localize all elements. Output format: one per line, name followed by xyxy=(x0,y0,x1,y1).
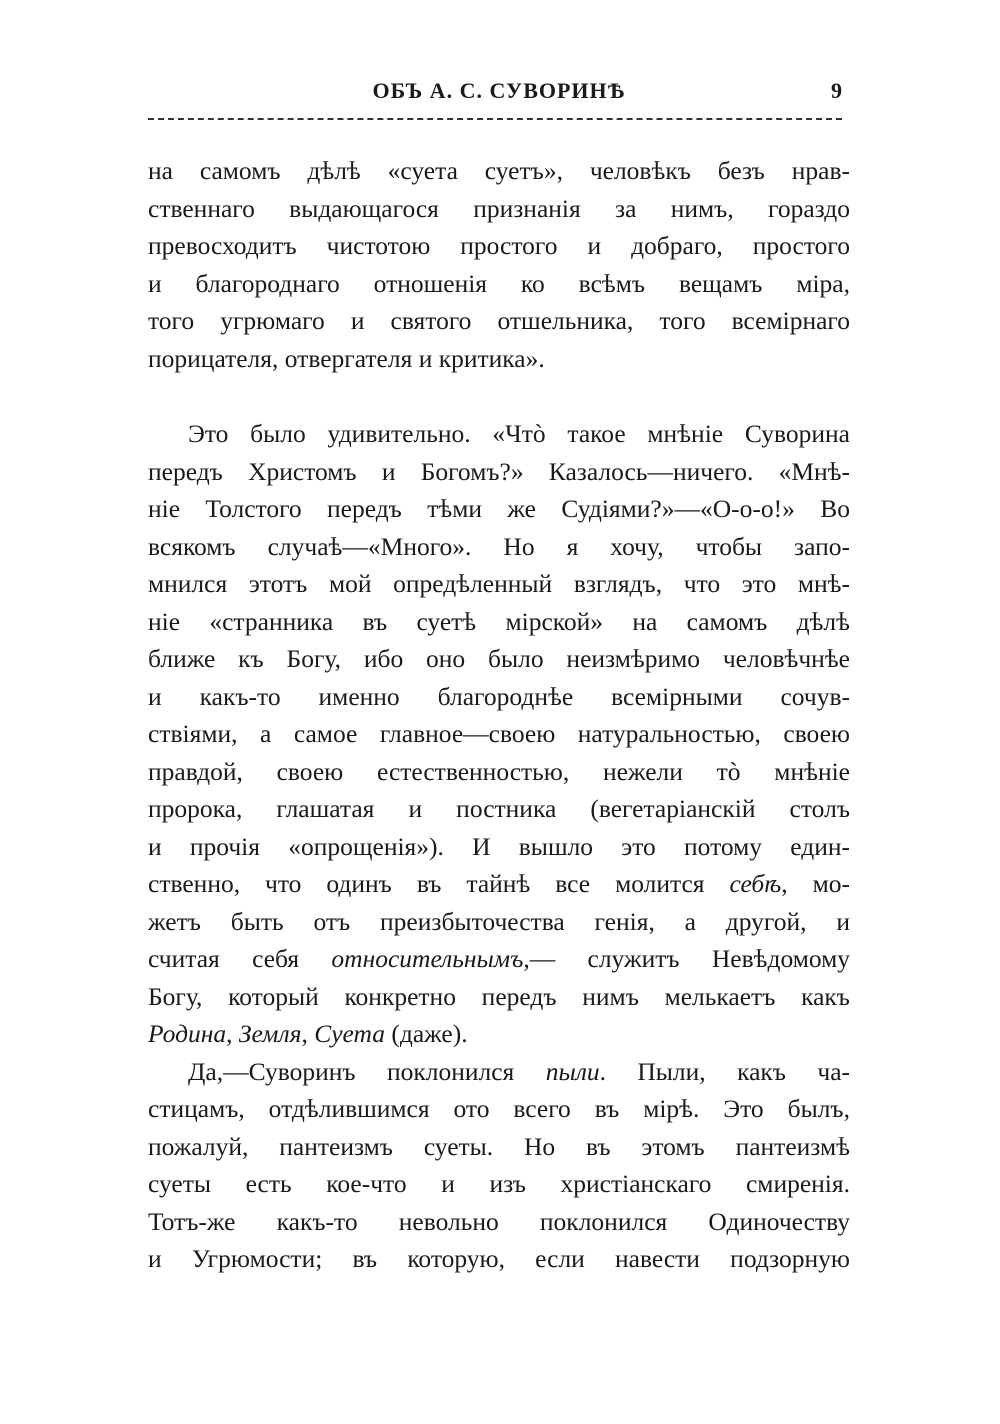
italic-run: себѣ xyxy=(729,869,782,898)
text-line: передъ Христомъ и Богомъ?» Казалось—ничего. «Мнѣ- xyxy=(148,456,850,486)
text-line: ственнаго выдающагося признанія за нимъ, гораздо xyxy=(148,193,850,223)
text-line: на самомъ дѣлѣ «суета суетъ», человѣкъ безъ нрав- xyxy=(148,156,850,185)
italic-run: Земля xyxy=(238,1019,302,1048)
header-rule xyxy=(148,118,842,120)
text-line: и благороднаго отношенія ко всѣмъ вещамъ міра, xyxy=(148,268,850,298)
running-title: ОБЪ А. С. СУВОРИНѢ xyxy=(372,78,626,103)
italic-run: пыли xyxy=(545,1056,600,1086)
text-line: всякомъ случаѣ—«Много». Но я хочу, чтобы запо- xyxy=(148,531,850,561)
text-line: Богу, который конкретно передъ нимъ мелькаетъ какъ xyxy=(148,981,850,1011)
text-run: Да,—Суворинъ поклонился xyxy=(188,1056,515,1086)
paragraph-gap xyxy=(148,377,850,415)
text-line: и Угрюмости; въ которую, если навести подзорную xyxy=(148,1244,850,1273)
text-line: Родина, Земля, Суета (даже). xyxy=(148,1019,468,1048)
text-line: и прочія «опрощенія»). И вышло это потому един- xyxy=(148,831,850,861)
text-line: пророка, глашатая и постника (вегетаріанскій столъ xyxy=(148,794,850,823)
paragraph-3 xyxy=(148,1053,850,1278)
text-line: пожалуй, пантеизмъ суеты. Но въ этомъ пантеизмѣ xyxy=(148,1131,850,1161)
text-line: ніе Толстого передъ тѣми же Судіями?»—«О-о-о!» Во xyxy=(148,494,850,523)
text-line: стицамъ, отдѣлившимся ото всего въ мірѣ. Это былъ, xyxy=(148,1094,850,1123)
text-line: превосходитъ чистотою простого и добраго, простого xyxy=(148,231,850,260)
text-run: ственно, что одинъ въ тайнѣ все молится xyxy=(148,869,705,898)
italic-run: Родина xyxy=(148,1019,227,1048)
italic-run: относительнымъ xyxy=(331,944,524,973)
body-text xyxy=(148,152,850,1278)
text-line: правдой, своею естественностью, нежели тò мнѣніе xyxy=(148,756,850,786)
text-line: Это было удивительно. «Чтò такое мнѣніе Суворина xyxy=(188,419,850,448)
text-line: Тотъ-же какъ-то невольно поклонился Одиночеству xyxy=(148,1206,850,1236)
text-line: порицателя, отвергателя и критика». xyxy=(148,343,545,373)
text-run: , мо- xyxy=(781,869,850,898)
text-line: мнился этотъ мой опредѣленный взглядъ, что это мнѣ- xyxy=(148,569,850,598)
text-line: ніе «странника въ суетѣ мірской» на самомъ дѣлѣ xyxy=(148,606,850,636)
text-run: (даже). xyxy=(391,1019,468,1048)
text-run: считая себя xyxy=(148,944,300,973)
text-line xyxy=(148,940,850,978)
text-line: жетъ быть отъ преизбыточества генія, а другой, и xyxy=(148,906,850,936)
text-line: того угрюмаго и святого отшельника, того всемірнаго xyxy=(148,306,850,335)
italic-run: Суета xyxy=(314,1019,385,1048)
text-line xyxy=(148,865,850,903)
text-line: и какъ-то именно благороднѣе всемірными сочув- xyxy=(148,681,850,711)
running-head xyxy=(148,78,850,108)
text-run: . Пыли, какъ ча- xyxy=(599,1056,851,1086)
text-line: суеты есть кое-что и изъ христіанскаго смиренія. xyxy=(148,1169,850,1198)
text-line: ствіями, а самое главное—своею натуральностью, своею xyxy=(148,719,850,748)
paragraph-2 xyxy=(148,415,850,1053)
paragraph-1 xyxy=(148,152,850,377)
text-run: ,— служитъ Невѣдомому xyxy=(523,944,851,973)
text-line: ближе къ Богу, ибо оно было неизмѣримо человѣчнѣе xyxy=(148,644,850,673)
text-line xyxy=(148,1053,850,1091)
page-number: 9 xyxy=(831,78,842,103)
